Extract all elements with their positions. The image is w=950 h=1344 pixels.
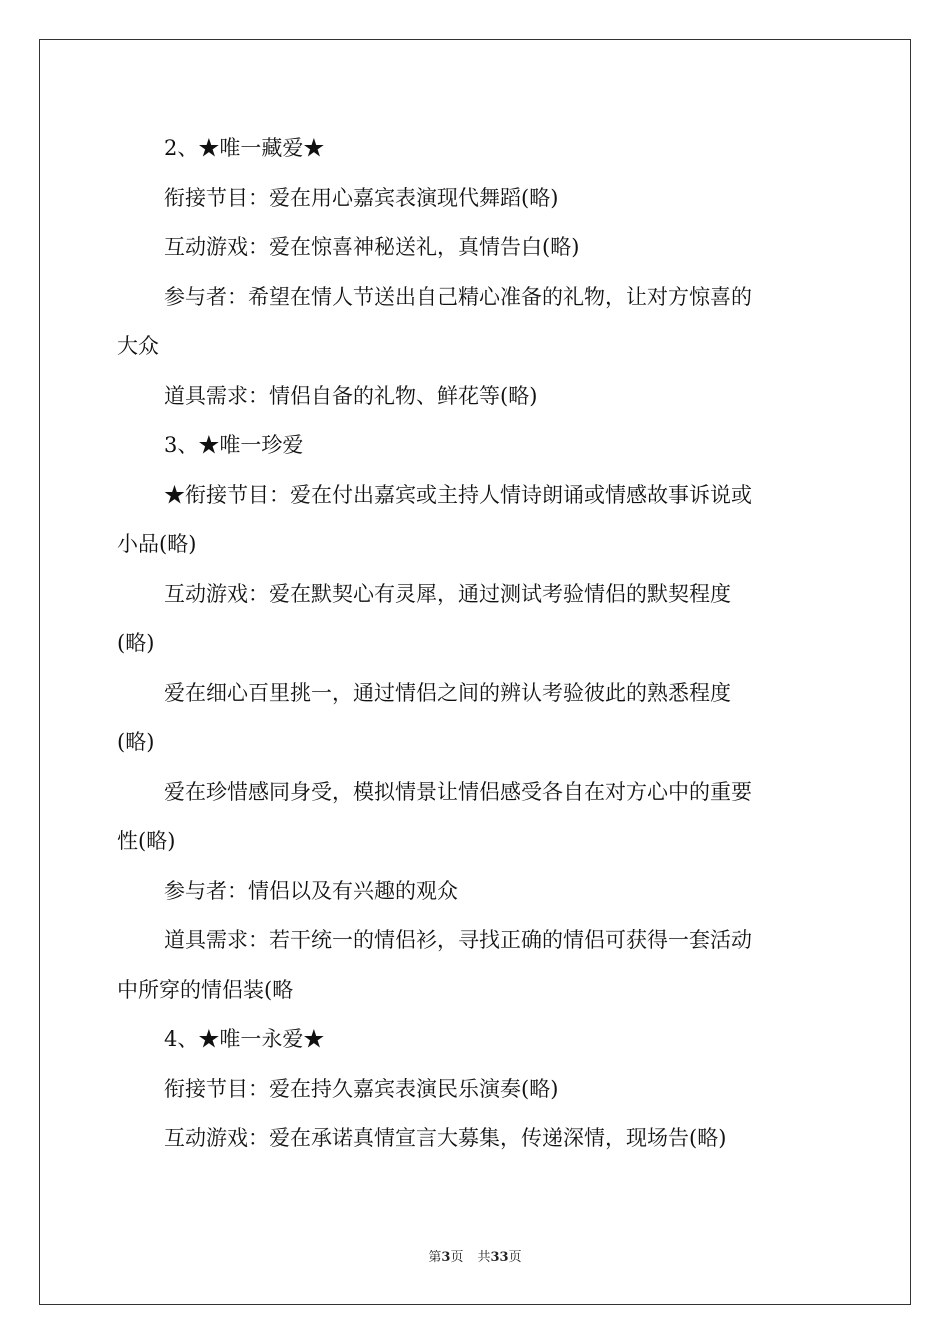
text-line: ★衔接节目：爱在付出嘉宾或主持人情诗朗诵或情感故事诉说或 bbox=[164, 482, 752, 507]
text-line: 大众 bbox=[117, 334, 159, 358]
text-line: 3、★唯一珍爱 bbox=[164, 433, 304, 457]
text-line: (略) bbox=[117, 730, 155, 754]
page-suffix: 页 bbox=[450, 1250, 464, 1265]
page-number: 3 bbox=[441, 1250, 451, 1265]
total-prefix: 共 bbox=[477, 1250, 491, 1265]
total-suffix: 页 bbox=[508, 1250, 522, 1265]
text-line: 互动游戏：爱在默契心有灵犀，通过测试考验情侣的默契程度 bbox=[164, 581, 731, 606]
text-line: 衔接节目：爱在持久嘉宾表演民乐演奏(略) bbox=[164, 1076, 559, 1101]
document-body bbox=[117, 124, 837, 1164]
total-pages: 33 bbox=[490, 1250, 509, 1265]
text-line: 互动游戏：爱在承诺真情宣言大募集，传递深情，现场告(略) bbox=[164, 1126, 727, 1150]
text-line: 参与者：希望在情人节送出自己精心准备的礼物，让对方惊喜的 bbox=[164, 284, 752, 309]
text-line: 性(略) bbox=[117, 829, 176, 853]
text-line: 2、★唯一藏爱★ bbox=[164, 136, 325, 160]
page-prefix: 第 bbox=[428, 1250, 442, 1265]
text-line: 道具需求：情侣自备的礼物、鲜花等(略) bbox=[164, 383, 538, 408]
text-line: 爱在珍惜感同身受，模拟情景让情侣感受各自在对方心中的重要 bbox=[164, 779, 752, 804]
page-footer bbox=[0, 1246, 950, 1265]
text-line: 爱在细心百里挑一，通过情侣之间的辨认考验彼此的熟悉程度 bbox=[164, 680, 731, 705]
text-line: 参与者：情侣以及有兴趣的观众 bbox=[164, 878, 458, 903]
text-line: (略) bbox=[117, 631, 155, 655]
text-line: 衔接节目：爱在用心嘉宾表演现代舞蹈(略) bbox=[164, 185, 559, 210]
text-line: 中所穿的情侣装(略 bbox=[117, 977, 294, 1002]
text-line: 小品(略) bbox=[117, 532, 197, 556]
text-line: 道具需求：若干统一的情侣衫，寻找正确的情侣可获得一套活动 bbox=[164, 928, 752, 952]
text-line: 互动游戏：爱在惊喜神秘送礼，真情告白(略) bbox=[164, 235, 580, 259]
text-line: 4、★唯一永爱★ bbox=[164, 1027, 325, 1051]
